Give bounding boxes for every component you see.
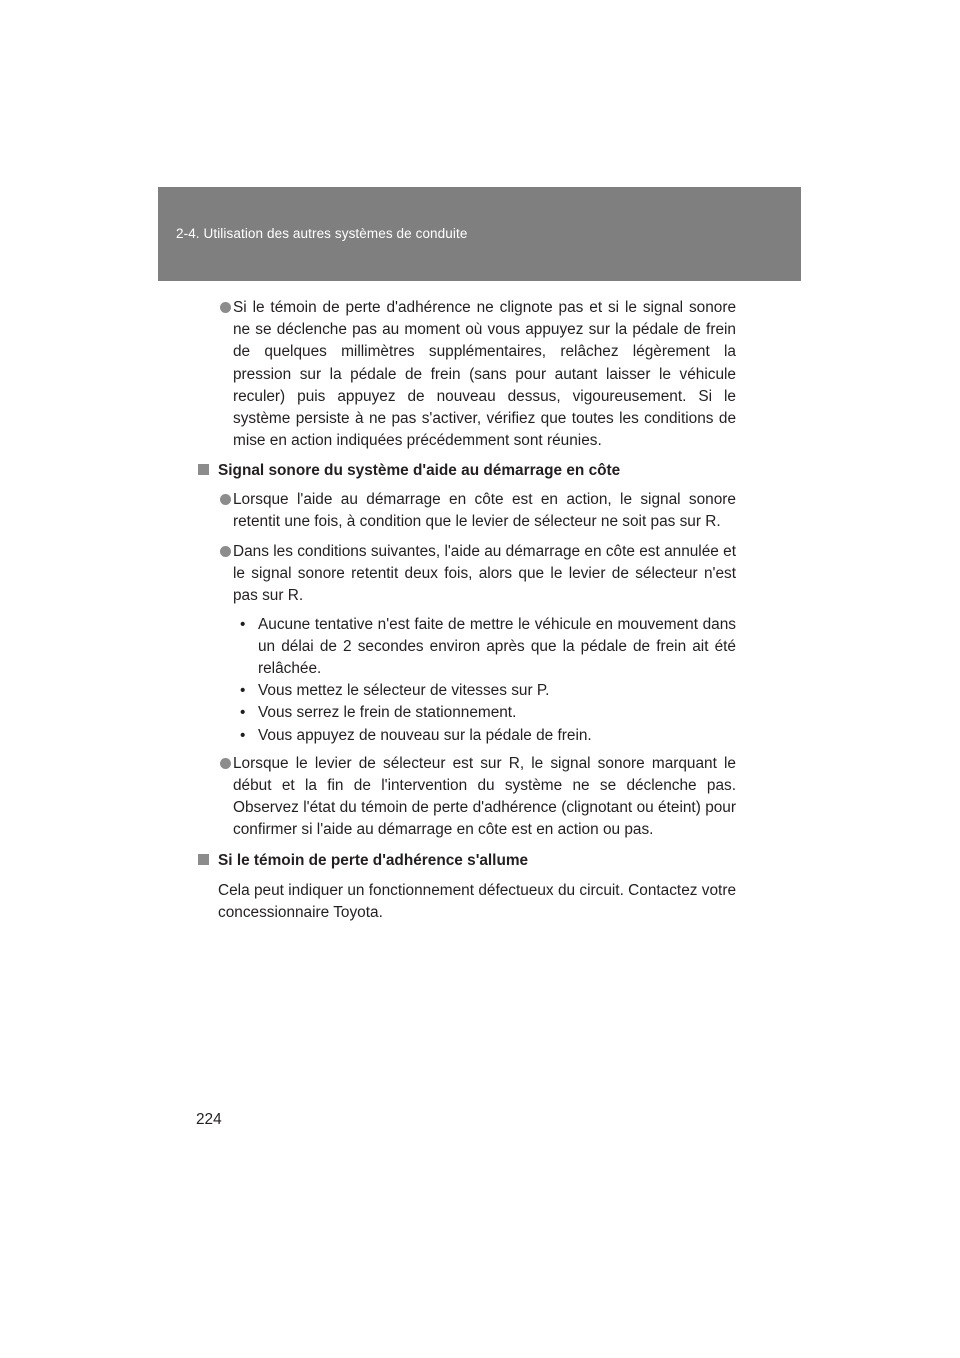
- page-number: 224: [196, 1111, 222, 1128]
- section-heading-text: Signal sonore du système d'aide au démarrage en côte: [218, 462, 621, 480]
- section-header-band: [158, 187, 801, 281]
- dot-bullet-icon: •: [240, 615, 246, 633]
- condition-text: Vous serrez le frein de stationnement.: [258, 704, 517, 722]
- section-heading-temoin: [196, 850, 736, 872]
- section-title: 2-4. Utilisation des autres systèmes de conduite: [176, 226, 468, 241]
- bullet-text: Dans les conditions suivantes, l'aide au démarrage en côte est annulée et le signal sonore retentit deux fois, alors que le levier de sélecteur n'est pas sur R.: [233, 543, 736, 605]
- dot-bullet-icon: •: [240, 682, 246, 700]
- bullet-text: Lorsque le levier de sélecteur est sur R, le signal sonore marquant le début et la fin de l'intervention du système ne se déclenche pas. Observez l'état du témoin de perte d'adhérence (clignotant ou éteint) pour confirmer si l'aide au démarrage en côte est en action ou pas.: [233, 754, 736, 839]
- circle-bullet-icon: [220, 758, 231, 769]
- section-heading-text: Si le témoin de perte d'adhérence s'allume: [218, 851, 529, 869]
- bullet-item-signal-once: [196, 489, 736, 533]
- conditions-list: [196, 614, 736, 747]
- condition-text: Vous mettez le sélecteur de vitesses sur P.: [258, 682, 550, 700]
- bullet-text: Lorsque l'aide au démarrage en côte est en action, le signal sonore retentit une fois, à condition que le levier de sélecteur ne soit pas sur R.: [233, 490, 736, 530]
- circle-bullet-icon: [220, 546, 231, 557]
- section-heading-signal-sonore: [196, 460, 736, 482]
- condition-item: [233, 702, 736, 724]
- condition-text: Vous appuyez de nouveau sur la pédale de frein.: [258, 726, 592, 744]
- condition-text: Aucune tentative n'est faite de mettre le véhicule en mouvement dans un délai de 2 secondes environ après que la pédale de frein ait été relâchée.: [258, 615, 736, 678]
- circle-bullet-icon: [220, 494, 231, 505]
- condition-item: [233, 680, 736, 702]
- dot-bullet-icon: •: [240, 704, 246, 722]
- intro-bullet-text: Si le témoin de perte d'adhérence ne clignote pas et si le signal sonore ne se déclenche pas au moment où vous appuyez sur la pédale de frein de quelques millimètres supplémentaires, relâchez légèrement la pression sur la pédale de frein (sans pour autant laisser le véhicule reculer) puis appuyez de nouveau dessus, vigoureusement. Si le système persiste à ne pas s'activer, vérifiez que toutes les conditions de mise en action indiquées précédemment sont réunies.: [233, 299, 736, 450]
- intro-bullet-item: [196, 297, 736, 452]
- page-content: [196, 297, 736, 924]
- bullet-item-signal-twice: [196, 541, 736, 608]
- dot-bullet-icon: •: [240, 726, 246, 744]
- condition-item: [233, 614, 736, 681]
- circle-bullet-icon: [220, 302, 231, 313]
- square-bullet-icon: [198, 464, 209, 475]
- section-body-paragraph: Cela peut indiquer un fonctionnement défectueux du circuit. Contactez votre concessionnaire Toyota.: [218, 881, 736, 922]
- bullet-item-reverse: [196, 753, 736, 842]
- condition-item: [233, 725, 736, 747]
- square-bullet-icon: [198, 854, 209, 865]
